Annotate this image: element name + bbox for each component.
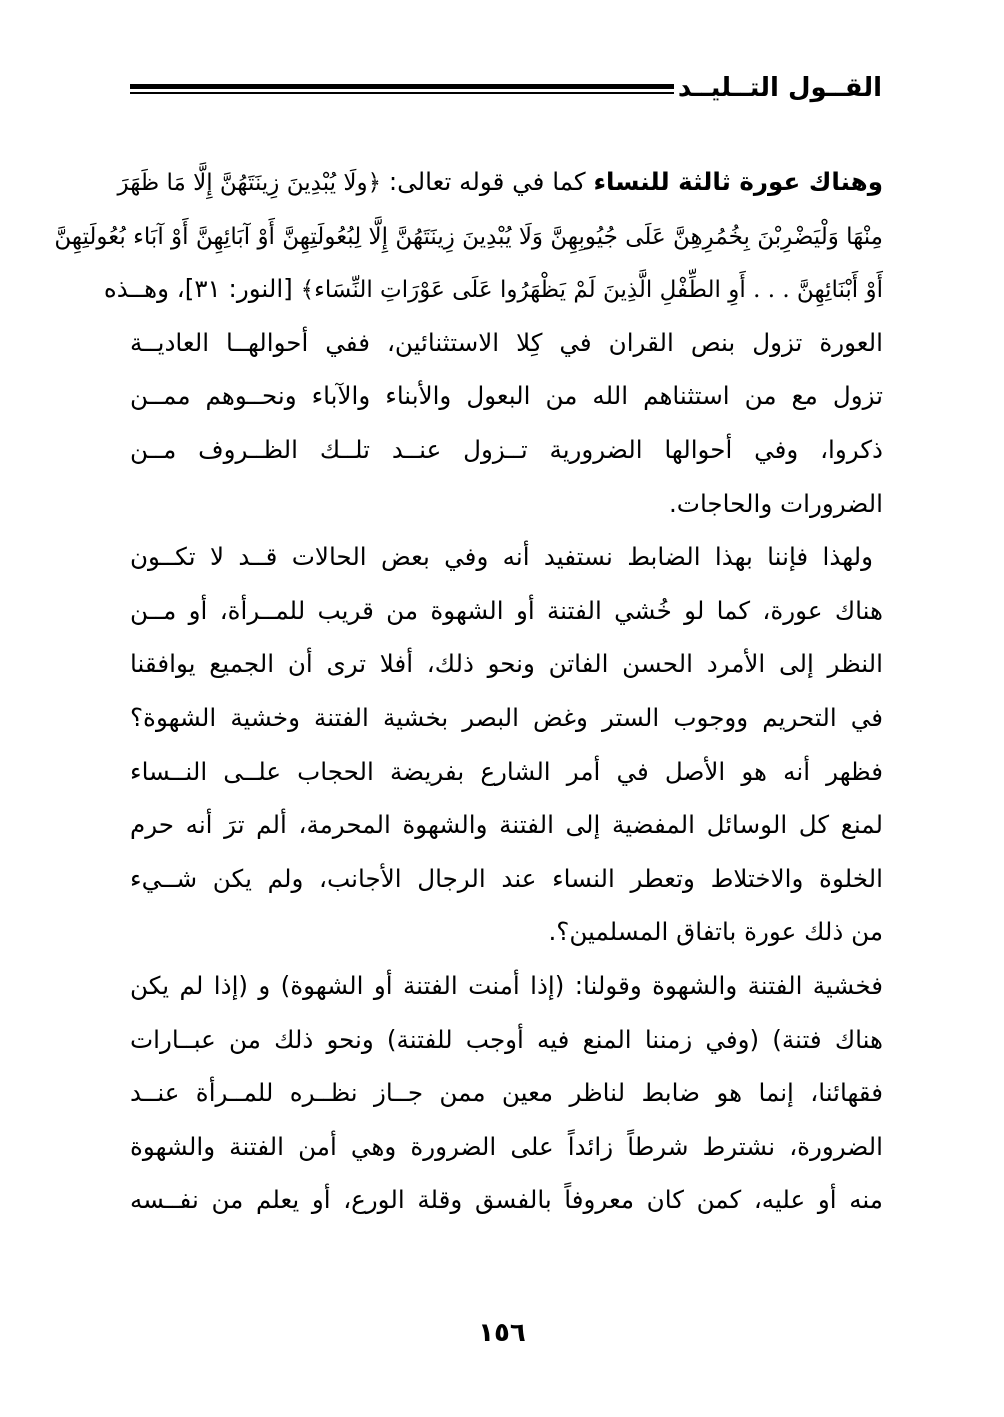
text-line: فقهائنا، إنما هو ضابط لناظر معين ممن جــاز نظــره للمــرأة عنــد <box>130 1078 883 1108</box>
header-rule-thin <box>130 92 674 94</box>
line-text: كما في قوله تعالى: <box>381 167 594 196</box>
quran-verse: مِنْهَا وَلْيَضْرِبْنَ بِخُمُرِهِنَّ عَلَى جُيُوبِهِنَّ وَلَا يُبْدِينَ زِينَتَهُنَّ إِلَّا لِبُعُولَتِهِنَّ أَوْ آبَائِهِنَّ أَوْ آبَاء بُعُولَتِهِنَّ <box>54 223 883 250</box>
quran-verse: ﴿ولَا يُبْدِينَ زِينَتَهُنَّ إِلَّا مَا ظَهَرَ <box>117 170 382 196</box>
paragraph-end-line: الضرورات والحاجات. <box>668 488 883 518</box>
text-line: هناك عورة، كما لو خُشي الفتنة أو الشهوة من قريب للمــرأة، أو مــن <box>130 595 883 625</box>
verse-reference: [النور: ٣١]، وهــذه <box>103 274 301 304</box>
text-line: العورة تزول بنص القران في كِلا الاستثنائين، ففي أحوالهــا العاديــة <box>130 327 883 357</box>
text-line: فظهر أنه هو الأصل في أمر الشارع بفريضة الحجاب علــى النــساء <box>130 756 883 786</box>
text-line: منه أو عليه، كمن كان معروفاً بالفسق وقلة الورع، أو يعلم من نفــسه <box>130 1185 883 1215</box>
text-line: النظر إلى الأمرد الحسن الفاتن ونحو ذلك، أفلا ترى أن الجميع يوافقنا <box>130 649 883 679</box>
text-line: لمنع كل الوسائل المفضية إلى الفتنة والشهوة المحرمة، ألم ترَ أنه حرم <box>130 810 883 840</box>
page-number: ١٥٦ <box>478 1318 526 1348</box>
text-line: ولهذا فإننا بهذا الضابط نستفيد أنه وفي بعض الحالات قــد لا تكــون <box>130 542 873 572</box>
text-line: هناك فتنة) (وفي زمننا المنع فيه أوجب للفتنة) ونحو ذلك من عبــارات <box>130 1024 883 1054</box>
text-line <box>117 155 883 209</box>
running-title: القــول التــليــد <box>677 73 882 103</box>
paragraph-end-line: من ذلك عورة باتفاق المسلمين؟. <box>548 917 883 947</box>
page-body <box>54 155 883 1227</box>
text-line <box>54 209 883 263</box>
text-line <box>103 262 883 316</box>
text-line: فخشية الفتنة والشهوة وقولنا: (إذا أمنت الفتنة أو الشهوة) و (إذا لم يكن <box>130 970 883 1000</box>
text-line: الضرورة، نشترط شرطاً زائداً على الضرورة وهي أمن الفتنة والشهوة <box>130 1131 883 1161</box>
text-line: ذكروا، وفي أحوالها الضرورية تــزول عنــد تلــك الظــروف مــن <box>130 434 883 464</box>
bold-phrase: وهناك عورة ثالثة للنساء <box>593 167 883 196</box>
text-line: الخلوة والاختلاط وتعطر النساء عند الرجال الأجانب، ولم يكن شــيء <box>130 863 883 893</box>
text-line: في التحريم ووجوب الستر وغض البصر بخشية الفتنة وخشية الشهوة؟ <box>130 702 883 732</box>
header-rule-thick <box>130 84 674 89</box>
text-line: تزول مع من استثناهم الله من البعول والأبناء والآباء ونحــوهم ممــن <box>130 381 883 411</box>
quran-verse: أَوْ أَبْنَائِهِنَّ . . . أَوِ الطِّفْلِ الَّذِينَ لَمْ يَظْهَرُوا عَلَى عَوْرَاتِ النِّسَاء﴾ <box>300 277 883 304</box>
page-header <box>130 68 882 108</box>
